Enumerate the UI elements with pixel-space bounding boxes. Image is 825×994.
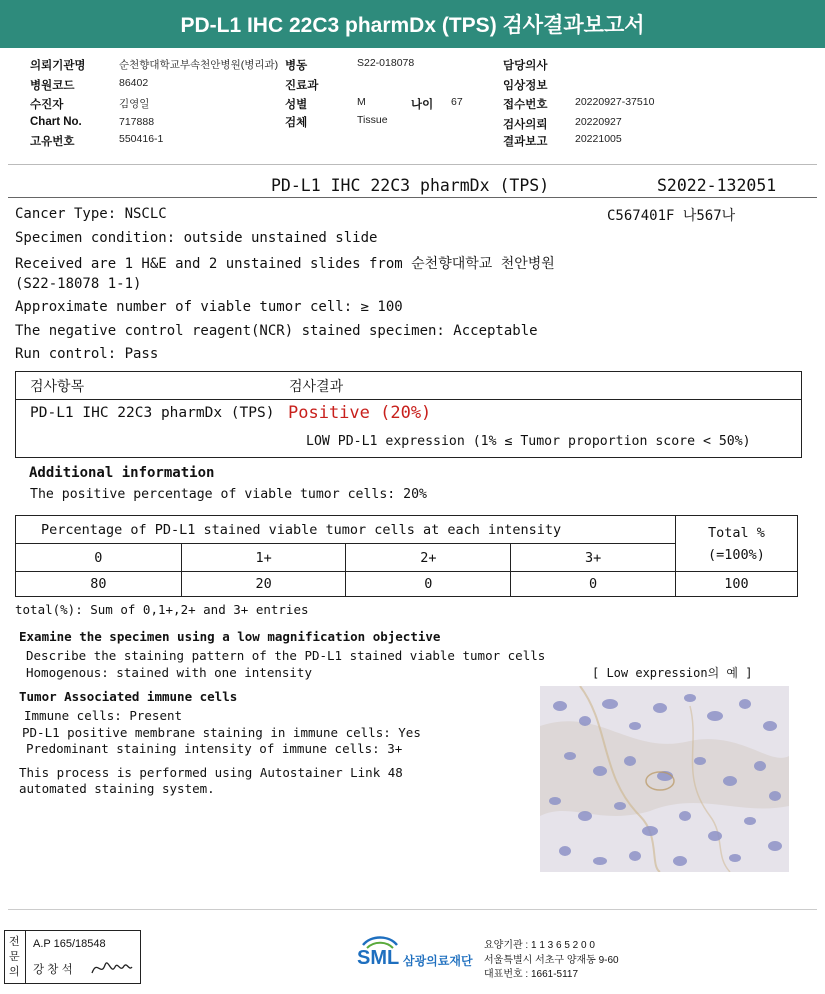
age-value: 67 bbox=[451, 96, 463, 108]
report-divider bbox=[8, 197, 817, 198]
reception-label: 접수번호 bbox=[503, 99, 548, 111]
doctor-label: 담당의사 bbox=[503, 60, 548, 72]
total-header-line1: Total % bbox=[708, 524, 765, 541]
request-value: 20220927 bbox=[575, 116, 622, 128]
process-line2: automated staining system. bbox=[19, 781, 215, 796]
signature-icon bbox=[89, 955, 135, 981]
level-cell: 1+ bbox=[181, 544, 346, 572]
level-cell: 2+ bbox=[346, 544, 511, 572]
additional-heading: Additional information bbox=[29, 465, 215, 481]
result-table-divider bbox=[16, 399, 801, 400]
process-line1: This process is performed using Autostainer Link 48 bbox=[19, 765, 403, 780]
unique-label: 고유번호 bbox=[30, 136, 75, 148]
hospital-code-value: 86402 bbox=[119, 77, 149, 89]
examine-line2: Homogenous: stained with one intensity bbox=[26, 665, 312, 680]
clinical-label: 임상정보 bbox=[503, 80, 548, 92]
signature-stamp bbox=[4, 930, 141, 984]
total-header bbox=[675, 516, 797, 572]
report-number: S2022-132051 bbox=[657, 176, 777, 195]
dept-label: 진료과 bbox=[285, 80, 319, 92]
stamp-label-box bbox=[5, 931, 26, 983]
result-table bbox=[15, 371, 802, 458]
specimen-label: 검체 bbox=[285, 117, 308, 129]
expression-level: LOW PD-L1 expression (1% ≤ Tumor proportion score < 50%) bbox=[306, 434, 751, 449]
stamp-label: 전문의 bbox=[9, 935, 20, 978]
foundation-name: 삼광의료재단 bbox=[403, 954, 473, 968]
immune-line2: PD-L1 positive membrane staining in immune cells: Yes bbox=[22, 725, 421, 740]
client-label: 의뢰기관명 bbox=[30, 60, 86, 72]
run-control: Run control: Pass bbox=[15, 346, 159, 362]
intensity-header: Percentage of PD-L1 stained viable tumor cells at each intensity bbox=[16, 516, 676, 544]
address: 서울특별시 서초구 양재동 9-60 bbox=[484, 955, 619, 966]
ap-number: A.P 165/18548 bbox=[33, 938, 106, 950]
examine-line1: Describe the staining pattern of the PD-L1 stained viable tumor cells bbox=[26, 648, 546, 663]
unique-value: 550416-1 bbox=[119, 133, 164, 145]
immune-line3: Predominant staining intensity of immune cells: 3+ bbox=[26, 741, 403, 756]
phone: 대표번호 : 1661-5117 bbox=[484, 969, 579, 980]
client-value: 순천향대학교부속천안병원(병리과) bbox=[119, 59, 279, 71]
immune-heading: Tumor Associated immune cells bbox=[19, 689, 238, 704]
received-text: Received are 1 H&E and 2 unstained slides from 순천향대학교 천안병원 bbox=[15, 256, 555, 272]
value-cell: 20 bbox=[181, 572, 346, 597]
info-divider bbox=[8, 164, 817, 165]
total-header-line2: (=100%) bbox=[708, 546, 765, 563]
request-label: 검사의뢰 bbox=[503, 119, 548, 131]
sex-label: 성별 bbox=[285, 99, 308, 111]
examine-heading: Examine the specimen using a low magnification objective bbox=[19, 629, 441, 644]
chart-value: 717888 bbox=[119, 116, 155, 128]
reception-value: 20220927-37510 bbox=[575, 96, 655, 108]
cancer-type: Cancer Type: NSCLC bbox=[15, 206, 167, 222]
age-label: 나이 bbox=[411, 99, 434, 111]
value-cell: 80 bbox=[16, 572, 182, 597]
specimen-value: Tissue bbox=[357, 114, 388, 126]
additional-text: The positive percentage of viable tumor cells: 20% bbox=[30, 487, 427, 502]
level-cell: 0 bbox=[16, 544, 182, 572]
footer-divider bbox=[8, 909, 817, 910]
patient-label: 수진자 bbox=[30, 99, 64, 111]
ward-value: S22-018078 bbox=[357, 57, 415, 69]
total-value-cell: 100 bbox=[675, 572, 797, 597]
block-number: C567401F 나567나 bbox=[607, 208, 736, 224]
test-name: PD-L1 IHC 22C3 pharmDx (TPS) bbox=[271, 176, 550, 195]
immune-line1: Immune cells: Present bbox=[24, 708, 183, 723]
microscopy-image bbox=[540, 686, 789, 872]
chart-label: Chart No. bbox=[30, 116, 82, 128]
image-caption: [ Low expression의 예 ] bbox=[592, 666, 753, 680]
sml-logo-text: SML bbox=[357, 947, 400, 969]
viable-cells: Approximate number of viable tumor cell: ≥ 100 bbox=[15, 299, 403, 315]
level-cell: 3+ bbox=[511, 544, 676, 572]
result-col1-header: 검사항목 bbox=[30, 379, 85, 395]
hospital-code-label: 병원코드 bbox=[30, 80, 75, 92]
specimen-condition: Specimen condition: outside unstained slide bbox=[15, 230, 378, 246]
value-cell: 0 bbox=[346, 572, 511, 597]
value-cell: 0 bbox=[511, 572, 676, 597]
result-item: PD-L1 IHC 22C3 pharmDx (TPS) bbox=[30, 405, 275, 421]
intensity-table bbox=[15, 515, 798, 597]
report-date-value: 20221005 bbox=[575, 133, 622, 145]
patient-value: 김영일 bbox=[119, 98, 150, 110]
ncr-text: The negative control reagent(NCR) stained specimen: Acceptable bbox=[15, 323, 538, 339]
pathologist-name: 강 창 석 bbox=[33, 964, 73, 976]
case-id: (S22-18078 1-1) bbox=[15, 276, 142, 292]
ward-label: 병동 bbox=[285, 60, 308, 72]
patient-info bbox=[0, 0, 825, 160]
result-value: Positive (20%) bbox=[288, 403, 432, 423]
report-title: PD-L1 IHC 22C3 pharmDx (TPS) 검사결과보고서 bbox=[0, 0, 825, 48]
report-date-label: 결과보고 bbox=[503, 136, 548, 148]
agency-number: 요양기관 : 1 1 3 6 5 2 0 0 bbox=[484, 940, 595, 951]
table-footnote: total(%): Sum of 0,1+,2+ and 3+ entries bbox=[15, 602, 309, 617]
result-col2-header: 검사결과 bbox=[289, 379, 344, 395]
sex-value: M bbox=[357, 96, 366, 108]
